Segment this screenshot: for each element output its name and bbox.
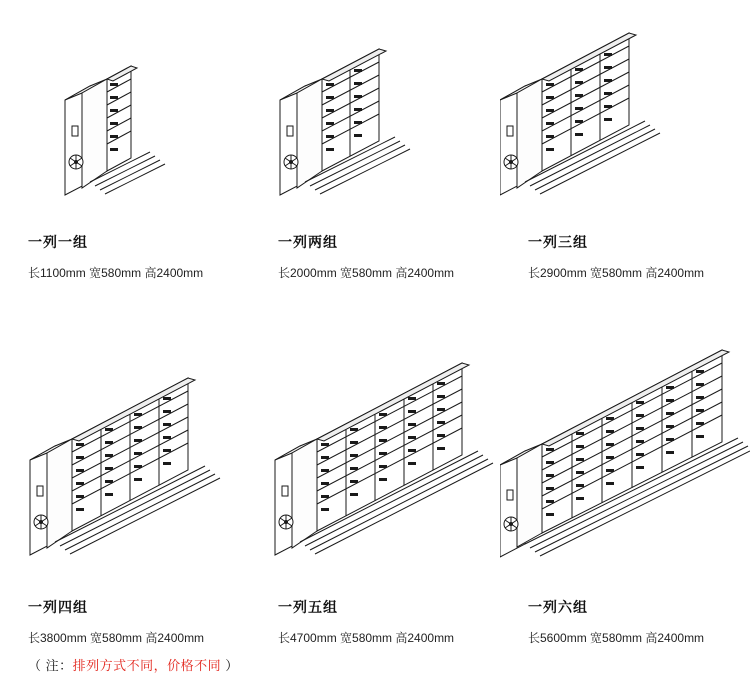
variant-dims-5: 长4700mm 宽580mm 高2400mm [278, 631, 455, 645]
variant-caption-1 [28, 232, 258, 281]
variant-title-2: 一列两组 [278, 234, 338, 250]
shelving-illustration-5 [250, 335, 500, 550]
price-note-highlight: 排列方式不同，价格不同 [72, 658, 222, 673]
price-note-suffix: ） [221, 658, 239, 673]
variant-title-6: 一列六组 [528, 599, 588, 615]
variant-caption-3 [528, 232, 750, 281]
variant-dims-4: 长3800mm 宽580mm 高2400mm [28, 631, 205, 645]
variant-dims-3: 长2900mm 宽580mm 高2400mm [528, 266, 705, 280]
variant-caption-2 [278, 232, 508, 281]
variant-title-4: 一列四组 [28, 599, 88, 615]
shelving-illustration-6 [500, 335, 750, 550]
shelving-illustration-3 [500, 0, 750, 215]
variant-title-1: 一列一组 [28, 234, 88, 250]
variant-card-1 [0, 0, 250, 300]
variant-card-6 [500, 335, 750, 645]
shelving-illustration-4 [0, 335, 250, 550]
variant-caption-6 [528, 597, 750, 646]
variant-card-3 [500, 0, 750, 300]
variant-dims-2: 长2000mm 宽580mm 高2400mm [278, 266, 455, 280]
variant-caption-5 [278, 597, 508, 646]
variant-dims-1: 长1100mm 宽580mm 高2400mm [28, 266, 204, 280]
price-note [28, 655, 239, 674]
variant-dims-6: 长5600mm 宽580mm 高2400mm [528, 631, 705, 645]
shelving-illustration-2 [250, 0, 500, 215]
variant-caption-4 [28, 597, 258, 646]
shelving-illustration-1 [0, 0, 250, 215]
variant-card-4 [0, 335, 250, 645]
variant-card-5 [250, 335, 500, 645]
variant-title-3: 一列三组 [528, 234, 588, 250]
price-note-prefix: （ 注： [28, 658, 73, 673]
variant-title-5: 一列五组 [278, 599, 338, 615]
variant-card-2 [250, 0, 500, 300]
